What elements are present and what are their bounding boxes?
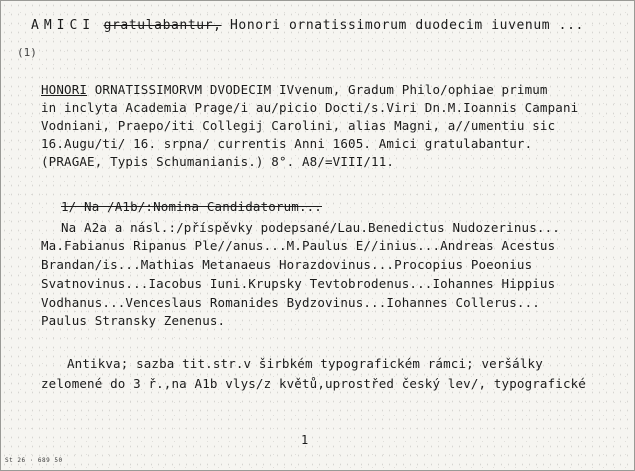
names-line-6: Paulus Stransky Zenenus. — [41, 313, 226, 328]
title-line-5: (PRAGAE, Typis Schumanianis.) 8°. A8/=VIII/11. — [41, 154, 395, 169]
names-line-1: Na A2a a násl.:/příspěvky podepsané/Lau.Benedictus Nudozerinus... — [61, 220, 560, 235]
title-underlined-word: HONORI — [41, 82, 88, 97]
names-line-5: Vodhanus...Venceslaus Romanides Bydzovinus...Iohannes Collerus... — [41, 295, 540, 310]
names-heading: 1/ Na /A1b/:Nomina Candidatorum... — [61, 199, 322, 214]
names-line-4: Svatnovinus...Iacobus Iuni.Krupsky Tevtobrodenus...Iohannes Hippius — [41, 276, 556, 291]
title-line-2: in inclyta Academia Prage/i au/picio Docti/s.Viri Dn.M.Ioannis Campani — [41, 100, 579, 115]
names-line-2: Ma.Fabianus Ripanus Ple//anus...M.Paulus E//inius...Andreas Acestus — [41, 238, 556, 253]
page-number: 1 — [301, 433, 309, 447]
card-corner-mark: (1) — [17, 46, 37, 59]
title-line-1-text: ORNATISSIMORVM DVODECIM IVvenum, Gradum Philo/ophiae primum — [94, 82, 548, 97]
description-line-2: zelomené do 3 ř.,na A1b vlys/z květů,uprostřed český lev/, typografické — [41, 376, 586, 391]
title-line-1 — [41, 83, 548, 97]
header-rest: Honori ornatissimorum duodecim iuvenum ... — [230, 18, 584, 33]
card-stamp: St 26 · 689 50 — [5, 457, 63, 464]
paper-texture — [1, 1, 634, 470]
header-struck-word: gratulabantur, — [103, 18, 222, 33]
description-line-1: Antikva; sazba tit.str.v širbkém typografickém rámci; veršálky — [67, 356, 543, 371]
title-line-3: Vodniani, Praepo/iti Collegij Carolini, alias Magni, a//umentiu sic — [41, 118, 556, 133]
title-line-4: 16.Augu/ti/ 16. srpna/ currentis Anni 1605. Amici gratulabantur. — [41, 136, 533, 151]
header-prefix: AMICI — [31, 18, 96, 33]
card-header — [31, 19, 584, 33]
names-line-3: Brandan/is...Mathias Metanaeus Horazdovinus...Procopius Poeonius — [41, 257, 533, 272]
